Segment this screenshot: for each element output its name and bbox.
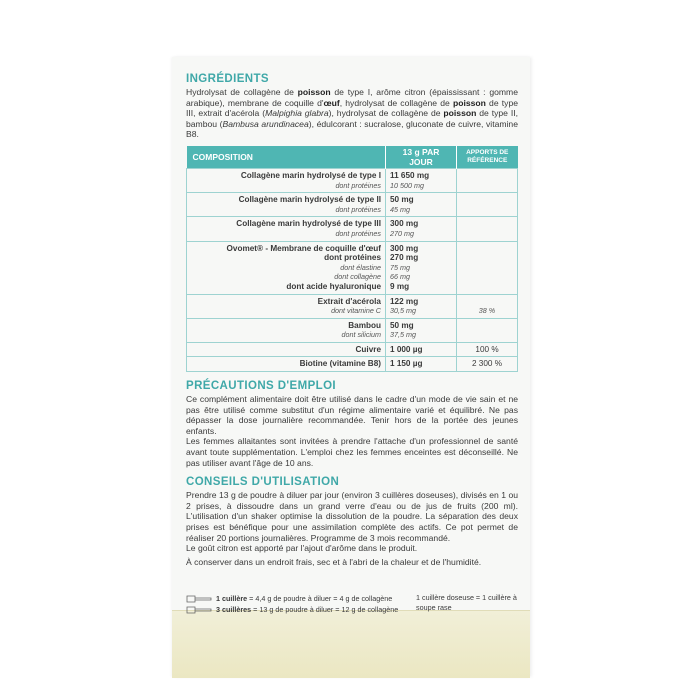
component-quantity: 45 mg	[390, 204, 410, 214]
component-sub-name: dont vitamine C	[331, 306, 381, 316]
table-row	[187, 294, 518, 318]
component-name: Bambou	[348, 320, 381, 330]
component-quantity: 300 mg	[390, 219, 419, 229]
dose-note: 1 cuillère doseuse = 1 cuillère à soupe rase	[416, 593, 517, 612]
component-sub-name: dont collagène	[334, 272, 381, 282]
component-sub-name: dont protéines	[335, 204, 381, 214]
ingredients-fragment: œuf	[323, 97, 340, 108]
table-row	[187, 241, 518, 294]
conseils-title: CONSEILS D'UTILISATION	[186, 476, 340, 489]
component-quantity: 37,5 mg	[390, 330, 416, 340]
box-content	[186, 73, 518, 567]
component-name: Collagène marin hydrolysé de type III	[236, 219, 381, 229]
spoon-icon	[186, 606, 212, 614]
component-sub-name: dont silicium	[341, 330, 381, 340]
component-name: Biotine (vitamine B8)	[299, 359, 381, 369]
ingredients-fragment: de type II, bambou (	[186, 108, 518, 129]
conseils-paragraph: Le goût citron est apporté par l'ajout d'arôme dans le produit.	[186, 543, 418, 554]
ingredients-fragment: de type III, extrait d'acérola (	[186, 97, 519, 119]
composition-table	[186, 146, 518, 372]
component-name: Collagène marin hydrolysé de type I	[240, 170, 381, 180]
dose-text: = 4,4 g de poudre à diluer = 4 g de collagène	[247, 594, 393, 603]
precautions-paragraph: Ce complément alimentaire doit être utilisé dans le cadre d'un mode de vie sain et ne pas être utilisé comme substitut d'un régime alimentaire varié et équilibré. Ne pas dépasser la dose journalière recommandée. Tenir hors de la portée des jeunes enfants.	[186, 394, 518, 436]
reference-header: APPORTS DE RÉFÉRENCE	[457, 146, 518, 169]
component-sub-name: dont élastine	[340, 262, 381, 272]
component-sub-name: dont protéines	[335, 228, 381, 238]
component-quantity: 300 mg	[390, 243, 419, 253]
composition-header: COMPOSITION	[187, 146, 386, 169]
ingredients-fragment: de type I, arôme citron (épaississant : gomme arabique), membrane de coquille d'	[186, 87, 518, 108]
ingredients-fragment: Bambusa arundinacea	[222, 118, 309, 129]
dose-bold: 1 cuillère	[216, 594, 248, 603]
ingredients-fragment: poisson	[452, 97, 486, 108]
table-row	[187, 217, 518, 241]
table-row	[187, 357, 518, 372]
component-name: Extrait d'acérola	[317, 296, 381, 306]
component-quantity: 270 mg	[390, 253, 419, 263]
ingredients-fragment: ), hydrolysat de collagène de	[328, 108, 444, 119]
component-quantity: 50 mg	[390, 195, 414, 205]
component-quantity: 10 500 mg	[390, 180, 424, 190]
ingredients-fragment: poisson	[443, 108, 477, 119]
component-quantity: 11 650 mg	[390, 170, 430, 180]
component-name: dont acide hyaluronique	[286, 281, 381, 291]
ingredients-fragment: Hydrolysat de collagène de	[186, 87, 298, 97]
box-bottom-band	[172, 610, 530, 678]
conseils-text	[186, 490, 518, 567]
ingredients-title: INGRÉDIENTS	[186, 73, 269, 85]
component-quantity: 1 000 µg	[390, 344, 423, 354]
conseils-paragraph: À conserver dans un endroit frais, sec et à l'abri de la chaleur et de l'humidité.	[186, 556, 482, 567]
component-quantity: 9 mg	[390, 281, 410, 291]
dose-text: = 13 g de poudre à diluer = 12 g de collagène	[251, 605, 399, 614]
component-quantity: 270 mg	[390, 228, 414, 238]
reference-value: 2 300 %	[471, 359, 503, 369]
table-row	[187, 168, 518, 192]
component-name: Collagène marin hydrolysé de type II	[238, 195, 381, 205]
component-name: Cuivre	[355, 344, 381, 354]
reference-value: 100 %	[475, 344, 499, 354]
component-quantity: 30,5 mg	[390, 306, 416, 316]
component-quantity: 50 mg	[390, 320, 414, 330]
spoon-icon	[186, 595, 212, 603]
component-sub-name: dont protéines	[335, 180, 381, 190]
reference-value: 38 %	[478, 306, 496, 316]
ingredients-fragment: Malpighia glabra	[265, 108, 329, 119]
component-quantity: 66 mg	[390, 272, 410, 282]
ingredients-fragment: ), édulcorant : sucralose, gluconate de cuivre, vitamine B8.	[186, 118, 518, 140]
table-row	[187, 342, 518, 357]
precautions-text	[186, 394, 518, 468]
ingredients-fragment: poisson	[297, 87, 331, 97]
ingredients-fragment: , hydrolysat de collagène de	[339, 97, 453, 108]
ingredients-text	[186, 87, 518, 140]
table-row	[187, 193, 518, 217]
precautions-title: PRÉCAUTIONS D'EMPLOI	[186, 380, 337, 393]
component-name: Ovomet® - Membrane de coquille d'œuf	[226, 243, 381, 253]
table-row	[187, 318, 518, 342]
component-name: dont protéines	[324, 253, 381, 263]
quantity-header: 13 g PAR JOUR	[386, 146, 457, 169]
component-quantity: 122 mg	[390, 296, 419, 306]
component-quantity: 75 mg	[390, 262, 410, 272]
conseils-paragraph: Prendre 13 g de poudre à diluer par jour (environ 3 cuillères doseuses), divisés en 1 ou 2 prises, à dissoudre dans un grand verre d'eau ou de jus de fruits (200 ml). L'utilisation d'un shaker optimise la dissolution de la poudre. La séparation des deux prises est bénéfique pour une assimilation complète des actifs. Ce pot permet de réaliser 20 portions journalières. Programme de 3 mois recommandé.	[186, 490, 518, 543]
component-quantity: 1 150 µg	[390, 359, 423, 369]
precautions-paragraph: Les femmes allaitantes sont invitées à prendre l'attache d'un professionnel de santé avant toute supplémentation. L'emploi chez les femmes enceintes est déconseillé. Ne pas utiliser avant l'âge de 10 ans.	[186, 436, 518, 468]
dose-bold: 3 cuillères	[216, 605, 252, 614]
